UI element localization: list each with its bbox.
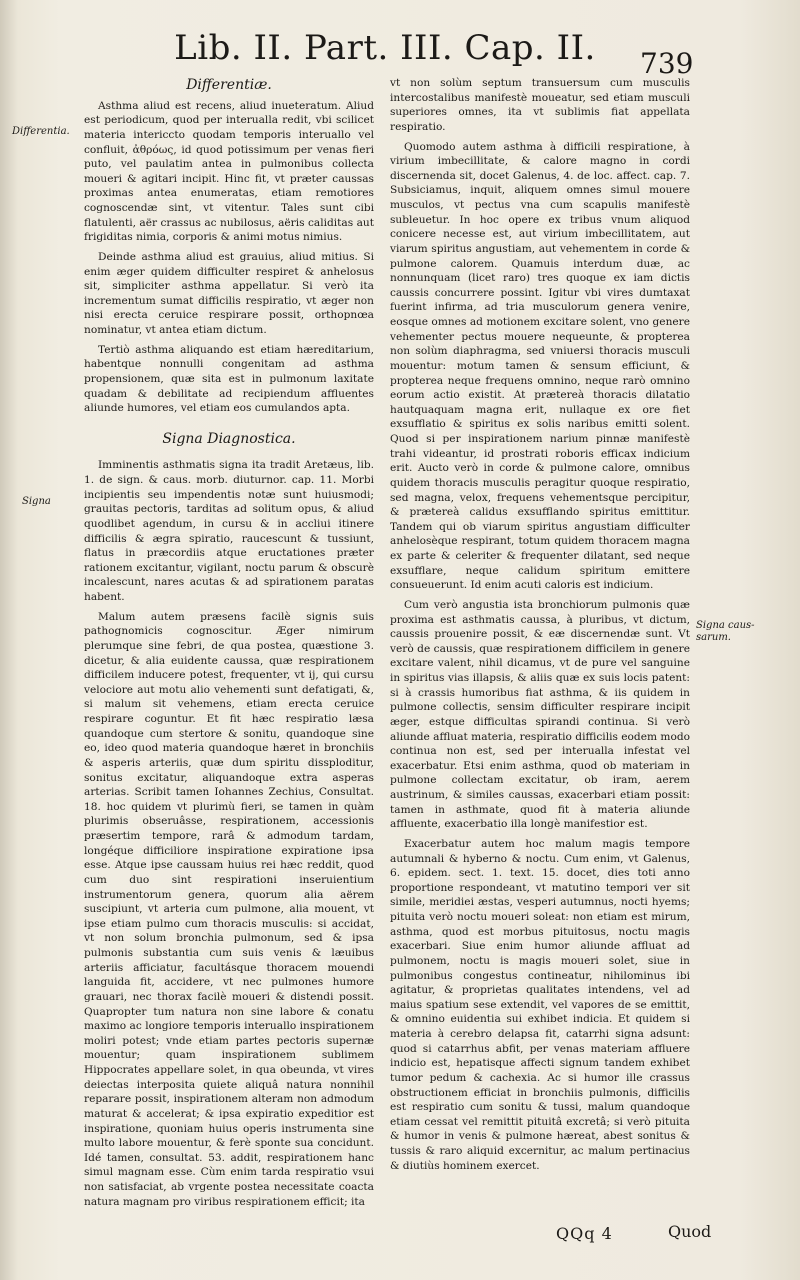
signature-mark: QQq 4 (556, 1224, 613, 1243)
paragraph: Asthma aliud est recens, aliud inueteratum. Aliud est periodicum, quod per interualla redit, vbi scilicet materia intericcto quodam temporis interuallo vel confluit, ἀθρόως, id quod potissimum per venas fieri puto, vel paulatim antea in pulmonibus collecta moueri & agitari incipit. Hinc fit, vt præter caussas proximas antea enumeratas, etiam remotiores cognoscendæ sint, vt vitentur. Tales sunt cibi flatulenti, aër crassus ac nubilosus, aëris caliditas aut frigiditas nimia, corporis & animi motus nimius. (84, 99, 374, 244)
section-heading-signa-diagnostica: Signa Diagnostica. (162, 430, 296, 447)
paragraph: Malum autem præsens facilè signis suis pathognomicis cognoscitur. Æger nimirum plerumque sine febri, de qua postea, quæstione 3. dicetur, & alia euidente caussa, quæ respirationem difficilem inducere potest, frequenter, vt ij, qui cursu velociore aut motu alio vehementi sunt defatigati, &, si malum sit vehemens, etiam erecta ceruice respirare coguntur. Et fit hæc respiratio læsa quandoque cum stertore & sonitu, quandoque sine eo, ideo quod materia quandoque hæret in bronchiis & asperis arteriis, quæ dum spiritu dissploditur, sonitus excitatur, aliquandoque extra asperas arterias. Scribit tamen Iohannes Zechius, Consultat. 18. hoc quidem vt plurimù fieri, se tamen in quàm plurimis obseruâsse, respirationem, accessionis præsertim tempore, rarâ & admodum tardam, longéque difficiliore inspiratione expiratione ipsa esse. Atque ipse caussam huius rei hæc reddit, quod cum duo sint respirationi inseruientium instrumentorum genera, quorum alia aërem suscipiunt, vt arteria cum pulmone, alia mouent, vt ipse etiam pulmo cum thoracis musculis: si accidat, vt non solum bronchia pulmonum, sed & ipsa pulmonis substantia cum suis venis & læuibus arteriis afficiatur, facultásque thoracem mouendi languida fit, accidere, vt nec pulmones humore grauari, nec thorax facilè moueri & distendi possit. Quapropter tum natura non sine labore & conatu maximo ac longiore temporis interuallo inspirationem moliri potest; vnde etiam partes pectoris supernæ mouentur; quam inspirationem sublimem Hippocrates appellare solet, in qua obeunda, vt vires deiectas interposita quiete aliquâ natura nonnihil reparare possit, inspirationem alteram non admodum maturat & accelerat; & ipsa expiratio expeditior est inspiratione, quoniam huius operis instrumenta sine multo labore mouentur, & ferè sponte sua concidunt. Idé tamen, consultat. 53. addit, respirationem hanc simul magnam esse. Cùm enim tarda respiratio vsui non satisfaciat, ab vrgente postea necessitate coacta natura magnam pro viribus respirationem efficit; ita (84, 610, 374, 1208)
right-column (390, 76, 690, 1178)
margin-note-differentia: Differentia. (12, 126, 70, 137)
page-number: 739 (640, 47, 694, 80)
left-column (84, 76, 374, 1214)
section-heading-differentiae: Differentiæ. (186, 77, 272, 93)
paragraph: Quomodo autem asthma à difficili respiratione, à virium imbecillitate, & calore magno in cordi discernenda sit, docet Galenus, 4. de loc. affect. cap. 7. Subsiciamus, inquit, aliquem omnes simul mouere musculos, vt pectus vna cum scapulis manifestè subleuetur. In hoc opere ex tribus vnum aliquod conicere necesse est, aut virium imbecillitatem, aut viarum spiritus angustiam, aut vehementem in corde & pulmone calorem. Quamuis interdum duæ, ac nonnunquam (licet raro) tres quoque ex iam dictis caussis concurrere possint. Igitur vbi vires dumtaxat fuerint infirma, ad tria musculorum genera venire, eosque omnes ad motionem excitare solent, vno genere vehementer pectus mouere nequeunte, & propterea non solùm diaphragma, sed vniuersi thoracis musculi mouentur: motum tamen & sensum efficiunt, & propterea neque frequens omnino, neque rarò omnino eorum actio existit. At prætereà thoracis dilatatio hautquaquam magna erit, nullaque ex ore fiet exsufflatio & spiritus ex solis naribus emitti solent. Quod si per inspirationem narium pinnæ manifestè trahi videantur, id prostrati roboris efficax indicium erit. Aucto verò in corde & pulmone calore, omnibus quidem thoracis musculis peragitur quoque respiratio, sed magna, velox, frequens vehementsque percipitur, & prætereà calidus exsufflando spiritus emittitur. Tandem qui ob viarum spiritus angustiam difficulter anhelosèque respirant, totum quidem thoracem magna ex parte & celeriter & frequenter dilatant, sed neque exsufflare, neque calidum spiritum emittere consueuerunt. Id enim acuti caloris est indicium. (390, 140, 690, 592)
paragraph: Imminentis asthmatis signa ita tradit Aretæus, lib. 1. de sign. & caus. morb. diuturnor. cap. 11. Morbi incipientis seu impendentis notæ sunt huiusmodi; grauitas pectoris, tarditas ad solitum opus, & aliud quodlibet agendum, in cursu & in accliui itinere difficilis & ægra spiratio, raucescunt & tussiunt, flatus in præcordiis atque eructationes præter rationem excitantur, vigilant, noctu parum & obscurè incalescunt, nares acutas & ad spirationem paratas habent. (84, 459, 374, 603)
paragraph: Tertiò asthma aliquando est etiam hæreditarium, habentque nonnulli congenitam ad asthma propensionem, quæ sita est in pulmonum laxitate quadam & debilitate ad recipiendum affluentes aliunde humores, vel etiam eos cumulandos apta. (84, 343, 374, 415)
catchword: Quod (668, 1222, 712, 1241)
margin-note-signa-caussarum: Signa caussarum. (696, 620, 755, 643)
margin-note-signa: Signa (22, 496, 51, 507)
paragraph: Deinde asthma aliud est grauius, aliud mitius. Si enim æger quidem difficulter respiret & anhelosus sit, simpliciter asthma appellatur. Si verò ita incrementum sumat difficilis respiratio, vt æger non nisi erecta ceruice respirare possit, orthopnœa nominatur, vt antea etiam dictum. (84, 250, 374, 336)
running-head: Lib. II. Part. III. Cap. II. (174, 28, 596, 68)
paragraph: vt non solùm septum transuersum cum musculis intercostalibus manifestè moueatur, sed etiam musculi superiores omnes, ita vt sublimis fiat appellata respiratio. (390, 77, 690, 133)
paragraph: Exacerbatur autem hoc malum magis tempore autumnali & hyberno & noctu. Cum enim, vt Galenus, 6. epidem. sect. 1. text. 15. docet, dies toti anno proportione respondeant, vt matutino tempori ver sit simile, meridiei æstas, vesperi autumnus, nocti hyems; pituita verò noctu moueri soleat: non etiam est mirum, asthma, quod est morbus pituitosus, noctu magis exacerbari. Siue enim humor aliunde affluat ad pulmonem, noctu is magis moueri solet, siue in pulmonibus congestus contineatur, nihilominus ibi agitatur, & proprietas qualitates intendens, vel ad maius spatium sese extendit, vel vapores de se emittit, & omnino euidentia sui exhibet indicia. Et quidem si materia à cerebro delapsa fit, catarrhi signa adsunt: quod si catarrhus abfit, per venas materiam affluere indicio est, hepatisque affecti signum tandem exhibet tumor pedum & cachexia. Ac si humor ille crassus obstructionem efficiat in bronchiis pulmonis, difficilis est respiratio cum sonitu & tussi, malum quandoque etiam cessat vel remittit pituitâ excretâ; si verò pituita & humor in venis & pulmone hæreat, abest sonitus & tussis & raro aliquid excernitur, ac malum pertinacius & diutiùs hominem exercet. (390, 837, 690, 1172)
paragraph: Cum verò angustia ista bronchiorum pulmonis quæ proxima est asthmatis caussa, à pluribus, vt dictum, caussis prouenire possit, & eæ discernendæ sunt. Vt verò de caussis, quæ respirationem difficilem in genere excitare valent, nihil dicamus, vt de pure vel sanguine in spiritus vias illapsis, & aliis quæ ex suis locis patent: si à crassis humoribus fiat asthma, & iis quidem in pulmone collectis, sensim difficulter respirare incipit æger, estque difficultas spirandi continua. Si verò aliunde affluat materia, respiratio difficilis eodem modo continua non est, sed per interualla infestat vel exacerbatur. Etsi enim asthma, quod ob materiam in pulmone collectam excitatur, ob iram, aerem austrinum, & similes caussas, exacerbari etiam possit: tamen in asthmate, quod fit à materia aliunde affluente, exacerbatio illa longè manifestior est. (390, 598, 690, 831)
